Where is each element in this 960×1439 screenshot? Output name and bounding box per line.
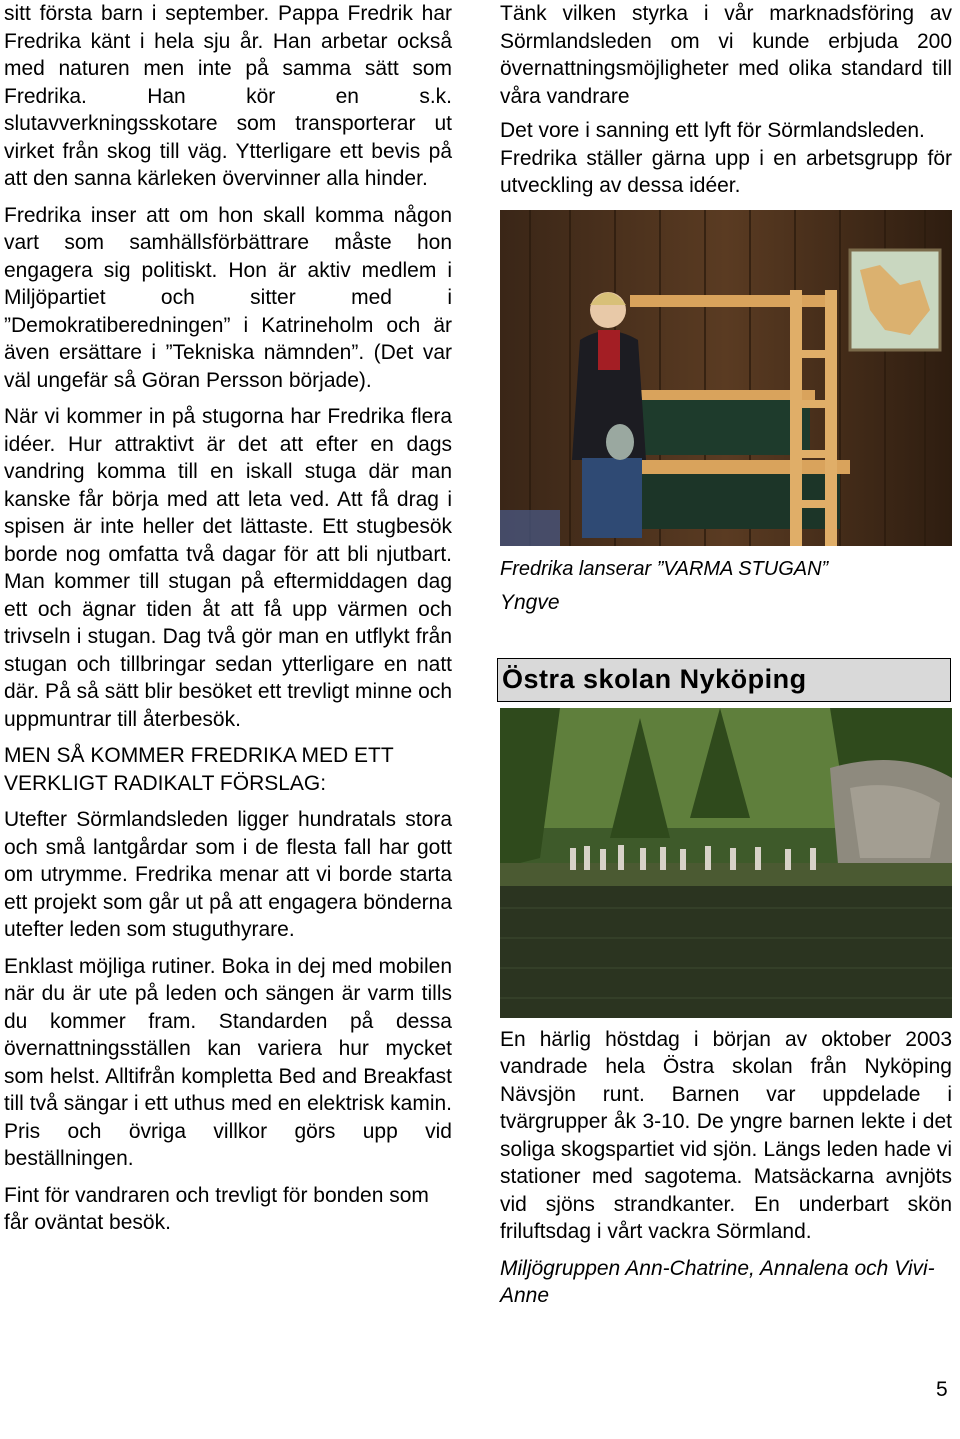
left-column bbox=[4, 0, 452, 1237]
paragraph: Utefter Sörmlandsleden ligger hundratals stora och små lantgårdar som i de flesta fall har gott om utrymme. Fredrika menar att vi borde starta ett projekt som går ut på att engagera bönderna utefter leden som stuguthyrare. bbox=[4, 808, 452, 941]
paragraph: Fredrika inser att om hon skall komma någon vart som samhällsförbättrare måste hon engagera sig politiskt. Hon är aktiv medlem i Miljöpartiet och sitter med i ”Demokratiberedningen” i Katrineholm och är även ersättare i ”Tekniska nämnden”. (Det var väl ungefär så Göran Persson började). bbox=[4, 203, 452, 392]
paragraph: sitt första barn i september. Pappa Fredrik har Fredrika känt i hela sju år. Han arbetar också med naturen men inte på samma sätt som Fredrika. Han kör en s.k. slutavverkningsskotare som transporterar ut virket från skog till väg. Ytterligare ett bevis på att den sanna kärleken övervinner alla hinder. bbox=[4, 2, 452, 190]
page-number: 5 bbox=[936, 1378, 948, 1401]
photo-caption: Fredrika lanserar ”VARMA STUGAN” bbox=[500, 557, 829, 580]
paragraph: En härlig höstdag i början av oktober 2003 vandrade hela Östra skolan från Nyköping Nävsjön runt. Barnen var uppdelade i tvärgrupper åk 3-10. De yngre barnen lekte i det soliga skogspartiet vid sjön. Längs leden hade vi stationer med sagotema. Matsäckarna avnjöts vid sjöns strandkanter. En underbart skön friluftsdag i vårt vackra Sörmland. bbox=[500, 1027, 952, 1243]
paragraph: När vi kommer in på stugorna har Fredrika flera idéer. Hur attraktivt är det att efter en dags vandring komma till en iskall stuga där man kanske får börja med att leta ved. Att få drag i spisen är inte heller det lättaste. Ett stugbesök borde nog omfatta två dagar för att bli njutbart. Man kommer till stugan på eftermiddagen dag ett och ägnar tiden åt att få upp värmen och trivseln i stugan. Dag två gör man en utflykt från stugan och tillbringar sedan ytterligare en natt där. På så sätt blir besöket ett trevligt minne och uppmuntrar till återbesök. bbox=[4, 405, 452, 731]
section-heading-box bbox=[497, 658, 951, 702]
paragraph: Fint för vandraren och trevligt för bonden som får oväntat besök. bbox=[4, 1183, 429, 1234]
lake-photo bbox=[500, 708, 952, 1018]
cabin-photo bbox=[500, 210, 952, 546]
byline: Yngve bbox=[500, 591, 560, 614]
paragraph: Enklast möjliga rutiner. Boka in dej med mobilen när du är ute på leden och sängen är varm tills du kommer fram. Standarden på dessa övernattningsställen kan variera hur mycket som helst. Alltifrån kompletta Bed and Breakfast till två sängar i ett uthus med en elektrisk kamin. Pris och övriga villkor görs upp vid beställningen. bbox=[4, 954, 452, 1170]
section-heading: MEN SÅ KOMMER FREDRIKA MED ETT VERKLIGT RADIKALT FÖRSLAG: bbox=[4, 744, 394, 795]
paragraph: Fredrika ställer gärna upp i en arbetsgrupp för utveckling av dessa idéer. bbox=[500, 146, 952, 197]
byline: Miljögruppen Ann-Chatrine, Annalena och Vivi-Anne bbox=[500, 1256, 935, 1307]
section-heading: Östra skolan Nyköping bbox=[502, 664, 807, 694]
paragraph: Det vore i sanning ett lyft för Sörmlandsleden. bbox=[500, 119, 925, 142]
paragraph: Tänk vilken styrka i vår marknadsföring av Sörmlandsleden om vi kunde erbjuda 200 övernattningsmöjligheter med olika standard till våra vandrare bbox=[500, 2, 952, 108]
right-column bbox=[500, 0, 952, 1310]
